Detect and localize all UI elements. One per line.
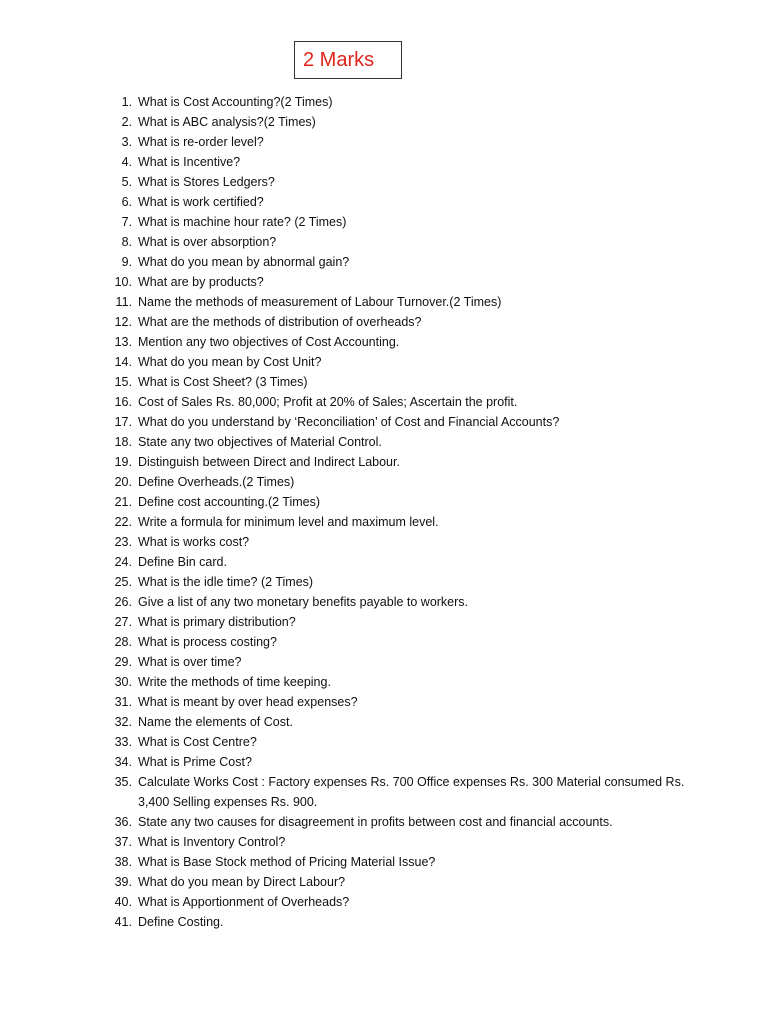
question-number: 22. [114,515,132,529]
question-number: 11. [115,295,132,309]
question-item [0,252,768,272]
question-item [0,372,768,392]
question-number: 15. [114,375,132,389]
question-item [0,732,768,752]
question-item [0,172,768,192]
question-text: Mention any two objectives of Cost Accounting. [138,335,400,349]
question-number: 19. [114,455,132,469]
question-item [0,112,768,132]
question-text: State any two objectives of Material Control. [138,435,382,449]
question-number: 33. [114,735,132,749]
question-number: 37. [114,835,132,849]
question-number: 1. [121,95,132,109]
question-item [0,912,768,932]
question-item [0,452,768,472]
question-text: What is Base Stock method of Pricing Material Issue? [138,855,436,869]
question-number: 12. [114,315,132,329]
question-text: Write the methods of time keeping. [138,675,331,689]
question-number: 36. [114,815,132,829]
question-item [0,712,768,732]
question-item [0,552,768,572]
question-number: 5. [121,175,132,189]
question-item [0,292,768,312]
question-number: 35. [114,775,132,789]
question-item [0,572,768,592]
question-number: 9. [121,255,132,269]
question-text: Define Costing. [138,915,224,929]
question-number: 31. [114,695,132,709]
question-text: What is ABC analysis?(2 Times) [138,115,316,129]
question-text: What is over absorption? [138,235,277,249]
question-number: 27. [114,615,132,629]
question-text: Define Overheads.(2 Times) [138,475,295,489]
question-item [0,312,768,332]
question-number: 8. [121,235,132,249]
question-number: 25. [114,575,132,589]
question-text: What is the idle time? (2 Times) [138,575,314,589]
question-text: What do you understand by ‘Reconciliation’ of Cost and Financial Accounts? [138,415,560,429]
question-item [0,392,768,412]
question-item [0,592,768,612]
question-list [0,92,768,932]
question-text: What is Inventory Control? [138,835,286,849]
question-number: 32. [114,715,132,729]
question-item [0,472,768,492]
question-item [0,812,768,832]
question-text: What is primary distribution? [138,615,296,629]
question-item [0,192,768,212]
question-number: 16. [114,395,132,409]
question-text: What is Cost Sheet? (3 Times) [138,375,308,389]
question-text: Define Bin card. [138,555,227,569]
question-item [0,512,768,532]
question-text: What is works cost? [138,535,250,549]
question-text: What is over time? [138,655,242,669]
question-text: Name the methods of measurement of Labour Turnover.(2 Times) [138,295,502,309]
question-text: What are the methods of distribution of overheads? [138,315,422,329]
question-item [0,352,768,372]
question-text: What is Cost Accounting?(2 Times) [138,95,333,109]
question-text: Give a list of any two monetary benefits payable to workers. [138,595,469,609]
question-item [0,272,768,292]
question-number: 41. [114,915,132,929]
question-number: 24. [114,555,132,569]
question-text: State any two causes for disagreement in profits between cost and financial accounts. [138,815,613,829]
question-item [0,872,768,892]
question-text: What do you mean by abnormal gain? [138,255,350,269]
question-number: 2. [121,115,132,129]
question-text: Distinguish between Direct and Indirect Labour. [138,455,400,469]
question-number: 28. [114,635,132,649]
question-text: What is machine hour rate? (2 Times) [138,215,347,229]
question-text: Cost of Sales Rs. 80,000; Profit at 20% of Sales; Ascertain the profit. [138,395,518,409]
question-text: What are by products? [138,275,264,289]
question-item [0,632,768,652]
question-item [0,432,768,452]
question-text: What is Stores Ledgers? [138,175,275,189]
question-text: What is meant by over head expenses? [138,695,358,709]
question-text: Calculate Works Cost : Factory expenses Rs. 700 Office expenses Rs. 300 Material consumed Rs. 3,400 Selling expenses Rs. 900. [138,775,685,809]
question-text: What is re-order level? [138,135,264,149]
question-item [0,232,768,252]
question-item [0,892,768,912]
question-item [0,492,768,512]
question-number: 13. [114,335,132,349]
question-item [0,832,768,852]
question-item [0,612,768,632]
question-number: 20. [114,475,132,489]
question-item [0,752,768,772]
question-number: 10. [114,275,132,289]
question-number: 21. [114,495,132,509]
question-text: Write a formula for minimum level and maximum level. [138,515,439,529]
question-number: 3. [121,135,132,149]
question-item [0,772,768,812]
question-item [0,852,768,872]
question-item [0,332,768,352]
question-item [0,212,768,232]
question-number: 40. [114,895,132,909]
question-item [0,132,768,152]
question-text: What is Apportionment of Overheads? [138,895,350,909]
question-text: Name the elements of Cost. [138,715,293,729]
question-number: 14. [114,355,132,369]
question-text: What do you mean by Cost Unit? [138,355,322,369]
question-number: 7. [121,215,132,229]
question-number: 23. [114,535,132,549]
question-item [0,152,768,172]
question-number: 26. [114,595,132,609]
question-number: 6. [121,195,132,209]
page-title: 2 Marks [303,49,375,71]
question-number: 4. [121,155,132,169]
heading-box [294,41,402,79]
question-number: 34. [114,755,132,769]
question-text: What is Cost Centre? [138,735,257,749]
question-item [0,92,768,112]
question-number: 39. [114,875,132,889]
question-text: Define cost accounting.(2 Times) [138,495,321,509]
question-number: 18. [114,435,132,449]
question-item [0,412,768,432]
question-number: 29. [114,655,132,669]
question-text: What is work certified? [138,195,264,209]
question-item [0,692,768,712]
question-text: What is process costing? [138,635,277,649]
question-item [0,652,768,672]
question-item [0,672,768,692]
question-text: What is Incentive? [138,155,241,169]
question-number: 17. [114,415,132,429]
question-number: 30. [114,675,132,689]
question-number: 38. [114,855,132,869]
question-text: What is Prime Cost? [138,755,252,769]
question-item [0,532,768,552]
question-text: What do you mean by Direct Labour? [138,875,346,889]
